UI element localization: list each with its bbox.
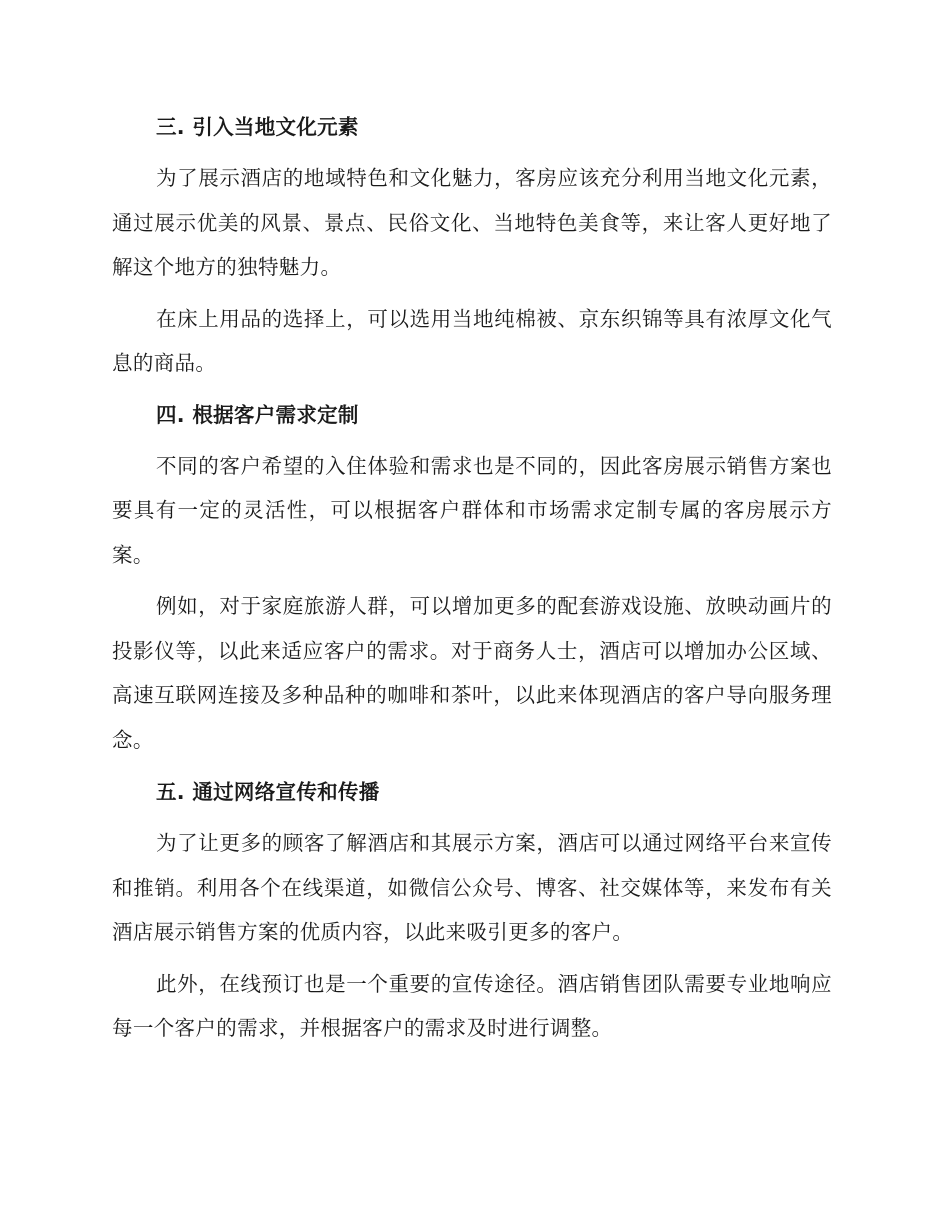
section-heading: 四. 根据客户需求定制 [156,402,359,427]
document-page [112,105,832,1058]
section-local-culture [112,105,832,386]
paragraph: 不同的客户希望的入住体验和需求也是不同的，因此客房展示销售方案也要具有一定的灵活性，可以根据客户群体和市场需求定制专属的客房展示方案。 [112,453,832,567]
paragraph: 此外，在线预订也是一个重要的宣传途径。酒店销售团队需要专业地响应每一个客户的需求，并根据客户的需求及时进行调整。 [112,971,832,1040]
section-online-promotion [112,770,832,1051]
paragraph: 在床上用品的选择上，可以选用当地纯棉被、京东织锦等具有浓厚文化气息的商品。 [112,306,832,375]
paragraph: 例如，对于家庭旅游人群，可以增加更多的配套游戏设施、放映动画片的投影仪等，以此来适应客户的需求。对于商务人士，酒店可以增加办公区域、高速互联网连接及多种品种的咖啡和茶叶，以此来体现酒店的客户导向服务理念。 [112,594,832,752]
section-custom-needs [112,393,832,763]
section-heading: 三. 引入当地文化元素 [156,115,359,139]
section-heading: 五. 通过网络宣传和传播 [156,780,380,804]
paragraph: 为了展示酒店的地域特色和文化魅力，客房应该充分利用当地文化元素，通过展示优美的风景、景点、民俗文化、当地特色美食等，来让客人更好地了解这个地方的独特魅力。 [112,166,832,279]
paragraph: 为了让更多的顾客了解酒店和其展示方案，酒店可以通过网络平台来宣传和推销。利用各个在线渠道，如微信公众号、博客、社交媒体等，来发布有关酒店展示销售方案的优质内容，以此来吸引更多的客户。 [112,831,832,944]
